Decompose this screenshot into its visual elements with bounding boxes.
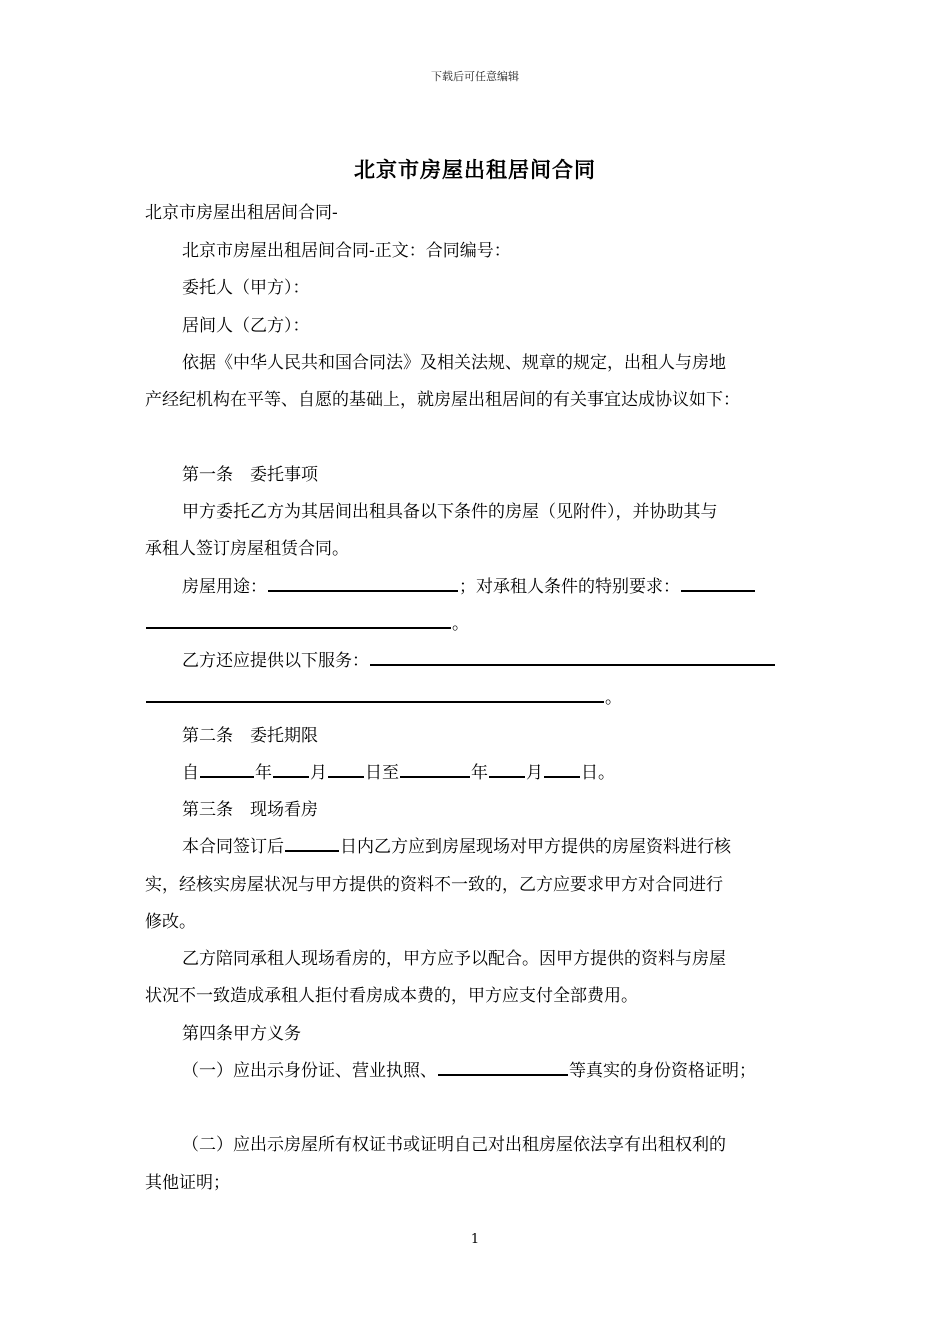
page-header: 下载后可任意编辑 bbox=[431, 70, 519, 83]
preamble-line-2: 产经纪机构在平等、自愿的基础上，就房屋出租居间的有关事宜达成协议如下： bbox=[145, 390, 740, 410]
services-end-mark: 。 bbox=[605, 688, 622, 708]
article-1-para-line-2: 承租人签订房屋租赁合同。 bbox=[145, 539, 349, 559]
end-month-label: 月 bbox=[526, 763, 543, 783]
obligation-2-line-2: 其他证明； bbox=[145, 1173, 230, 1193]
services-continuation-line bbox=[145, 687, 622, 709]
obligation-2-line-1: （二）应出示房屋所有权证书或证明自己对出租房屋依法享有出租权利的 bbox=[182, 1135, 726, 1155]
tenant-requirement-label: ；对承租人条件的特别要求： bbox=[459, 577, 680, 597]
article-3-para2-line-2: 状况不一致造成承租人拒付看房成本费的，甲方应支付全部费用。 bbox=[145, 986, 638, 1006]
article-1-para-line-1: 甲方委托乙方为其居间出租具备以下条件的房屋（见附件），并协助其与 bbox=[182, 502, 718, 522]
start-year-label: 年 bbox=[255, 763, 272, 783]
services-label: 乙方还应提供以下服务： bbox=[182, 651, 369, 671]
end-day-blank bbox=[544, 762, 580, 778]
article-1-heading: 第一条 委托事项 bbox=[182, 465, 318, 485]
article-2-heading: 第二条 委托期限 bbox=[182, 726, 318, 746]
tenant-requirement-blank-2 bbox=[146, 613, 451, 629]
start-day-blank bbox=[328, 762, 364, 778]
inspection-days-blank bbox=[285, 836, 339, 852]
end-year-blank bbox=[400, 762, 470, 778]
article-3-para-line-2: 实，经核实房屋状况与甲方提供的资料不一致的，乙方应要求甲方对合同进行 bbox=[145, 875, 723, 895]
inspection-days-label: 本合同签订后 bbox=[182, 837, 284, 857]
services-line bbox=[182, 650, 776, 672]
obligation-1-line bbox=[182, 1060, 756, 1082]
usage-line bbox=[182, 576, 756, 598]
start-day-label: 日至 bbox=[365, 763, 399, 783]
obligation-1-end: 等真实的身份资格证明； bbox=[569, 1061, 756, 1081]
subtitle-line: 北京市房屋出租居间合同- bbox=[145, 203, 338, 223]
document-title: 北京市房屋出租居间合同 bbox=[354, 157, 596, 182]
article-3-para-line-1 bbox=[182, 836, 731, 858]
article-4-heading: 第四条甲方义务 bbox=[182, 1024, 301, 1044]
usage-continuation-line bbox=[145, 613, 469, 635]
party-b-line: 居间人（乙方）： bbox=[182, 316, 310, 336]
inspection-text: 日内乙方应到房屋现场对甲方提供的房屋资料进行核 bbox=[340, 837, 731, 857]
usage-end-mark: 。 bbox=[452, 614, 469, 634]
page-number: 1 bbox=[470, 1232, 480, 1247]
end-year-label: 年 bbox=[471, 763, 488, 783]
start-month-blank bbox=[273, 762, 309, 778]
services-blank-2 bbox=[146, 687, 604, 703]
term-from-label: 自 bbox=[182, 763, 199, 783]
services-blank-1 bbox=[370, 650, 775, 666]
end-day-label: 日。 bbox=[581, 763, 615, 783]
obligation-1-text: （一）应出示身份证、营业执照、 bbox=[182, 1061, 437, 1081]
article-3-para-line-3: 修改。 bbox=[145, 912, 196, 932]
tenant-requirement-blank-1 bbox=[681, 576, 755, 592]
preamble-line-1: 依据《中华人民共和国合同法》及相关法规、规章的规定，出租人与房地 bbox=[182, 353, 726, 373]
term-line bbox=[182, 762, 615, 784]
end-month-blank bbox=[489, 762, 525, 778]
party-a-line: 委托人（甲方）： bbox=[182, 278, 310, 298]
contract-number-line: 北京市房屋出租居间合同-正文：合同编号： bbox=[182, 241, 511, 261]
article-3-para2-line-1: 乙方陪同承租人现场看房的，甲方应予以配合。因甲方提供的资料与房屋 bbox=[182, 949, 726, 969]
identity-proof-blank bbox=[438, 1060, 568, 1076]
usage-label: 房屋用途： bbox=[182, 577, 267, 597]
article-3-heading: 第三条 现场看房 bbox=[182, 800, 318, 820]
start-year-blank bbox=[200, 762, 254, 778]
usage-blank bbox=[268, 576, 458, 592]
start-month-label: 月 bbox=[310, 763, 327, 783]
